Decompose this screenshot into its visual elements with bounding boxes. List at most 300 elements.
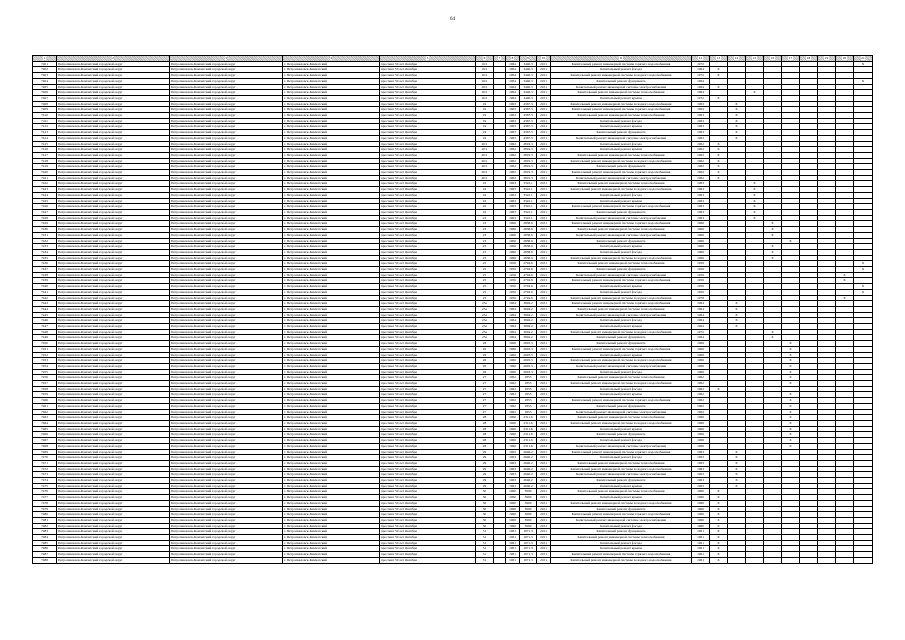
table-cell: 2101	[537, 301, 551, 307]
table-cell: 2794.6	[520, 267, 537, 273]
table-cell: проспект 50 лет Октября	[380, 386, 476, 392]
table-cell: 29	[476, 483, 494, 489]
table-cell: Петропавловск-Камчатский городской округ	[170, 466, 283, 472]
table-cell: проспект 50 лет Октября	[380, 147, 476, 153]
table-cell: проспект 50 лет Октября	[380, 118, 476, 124]
table-cell: проспект 50 лет Октября	[380, 107, 476, 113]
table-cell: Капитальный ремонт фундамента	[551, 78, 692, 84]
table-cell: 2101	[537, 272, 551, 278]
table-cell: 3694.2	[520, 318, 537, 324]
table-cell: Петропавловск-Камчатский городской округ	[170, 73, 283, 79]
table-cell: 4367.3	[520, 101, 537, 107]
table-cell: Петропавловск-Камчатский городской округ	[170, 540, 283, 546]
table-cell: Капитальный ремонт инженерной системы теплоснабжения	[551, 489, 692, 495]
table-cell: Петропавловск-Камчатский городской округ	[57, 403, 170, 409]
table-cell: г. Петропавловск-Камчатский	[283, 489, 380, 495]
table-cell: проспект 50 лет Октября	[380, 409, 476, 415]
table-cell: 1964	[506, 73, 520, 79]
table-cell: 22	[476, 198, 494, 204]
table-cell: проспект 50 лет Октября	[380, 346, 476, 352]
table-cell: Капитальный ремонт фундамента	[551, 432, 692, 438]
table-cell: 1966	[506, 432, 520, 438]
table-cell: 1962	[506, 409, 520, 415]
table-cell: Петропавловск-Камчатский городской округ	[57, 540, 170, 546]
table-cell: Петропавловск-Камчатский городской округ	[170, 341, 283, 347]
table-cell: 7477	[33, 495, 57, 501]
table-cell: Капитальный ремонт фундамента	[551, 335, 692, 341]
table-cell: г. Петропавловск-Камчатский	[283, 552, 380, 558]
table-cell: 1960	[692, 517, 710, 523]
table-cell: 2101	[537, 175, 551, 181]
table-cell: 1962	[692, 398, 710, 404]
table-cell: Петропавловск-Камчатский городской округ	[170, 392, 283, 398]
table-cell: г. Петропавловск-Камчатский	[283, 506, 380, 512]
table-cell: Петропавловск-Камчатский городской округ	[57, 472, 170, 478]
table-cell: X	[764, 255, 782, 261]
table-cell: 2101	[537, 552, 551, 558]
table-cell: 2101	[537, 249, 551, 255]
table-cell: X	[710, 67, 728, 73]
table-cell: X	[710, 386, 728, 392]
table-cell: проспект 50 лет Октября	[380, 227, 476, 233]
table-cell: 2101	[537, 289, 551, 295]
table-cell: X	[836, 272, 854, 278]
table-cell: X	[782, 421, 800, 427]
table-cell: 16/1	[476, 95, 494, 101]
table-cell: 7426	[33, 204, 57, 210]
table-cell: Петропавловск-Камчатский городской округ	[170, 523, 283, 529]
table-cell: 2101	[537, 130, 551, 136]
table-cell: г. Петропавловск-Камчатский	[283, 158, 380, 164]
table-cell: Петропавловск-Камчатский городской округ	[170, 130, 283, 136]
table-cell: X	[728, 135, 746, 141]
table-cell: 28	[476, 432, 494, 438]
table-cell: 23	[476, 238, 494, 244]
table-cell: 1971.3	[520, 529, 537, 535]
table-cell: X	[782, 438, 800, 444]
table-cell: Петропавловск-Камчатский городской округ	[57, 147, 170, 153]
table-cell: 1963	[692, 209, 710, 215]
table-cell: 1966	[506, 358, 520, 364]
table-cell: Петропавловск-Камчатский городской округ	[57, 552, 170, 558]
table-cell: 2101	[537, 392, 551, 398]
table-cell: 1963	[506, 478, 520, 484]
table-cell: 3446.3	[520, 61, 537, 67]
table-cell: Петропавловск-Камчатский городской округ	[57, 517, 170, 523]
table-cell: X	[710, 546, 728, 552]
table-cell: Петропавловск-Камчатский городской округ	[170, 346, 283, 352]
table-cell: X	[782, 363, 800, 369]
table-cell: 1961	[506, 540, 520, 546]
table-cell: 30	[476, 495, 494, 501]
table-cell: 7468	[33, 443, 57, 449]
table-cell: Капитальный ремонт инженерной системы электроснабжения	[551, 472, 692, 478]
table-cell: Петропавловск-Камчатский городской округ	[57, 546, 170, 552]
column-number: 8	[511, 56, 514, 60]
table-cell: г. Петропавловск-Камчатский	[283, 84, 380, 90]
table-cell: проспект 50 лет Октября	[380, 489, 476, 495]
table-cell: проспект 50 лет Октября	[380, 204, 476, 210]
table-cell: 1971.3	[520, 535, 537, 541]
table-cell: проспект 50 лет Октября	[380, 517, 476, 523]
table-cell: проспект 50 лет Октября	[380, 324, 476, 330]
table-cell: 1963	[506, 449, 520, 455]
table-cell: 26	[476, 358, 494, 364]
table-cell: Петропавловск-Камчатский городской округ	[170, 506, 283, 512]
table-cell: г. Петропавловск-Камчатский	[283, 215, 380, 221]
table-cell: проспект 50 лет Октября	[380, 284, 476, 290]
table-cell: проспект 50 лет Октября	[380, 170, 476, 176]
table-cell: Петропавловск-Камчатский городской округ	[57, 386, 170, 392]
table-cell: г. Петропавловск-Камчатский	[283, 352, 380, 358]
table-cell: 7439	[33, 278, 57, 284]
table-cell: 7431	[33, 232, 57, 238]
table-cell: Капитальный ремонт инженерной системы электроснабжения	[551, 312, 692, 318]
table-cell: 7436	[33, 261, 57, 267]
table-cell: Капитальный ремонт инженерной системы электроснабжения	[551, 84, 692, 90]
table-cell: г. Петропавловск-Камчатский	[283, 61, 380, 67]
table-cell: 7470	[33, 455, 57, 461]
table-cell: 27	[476, 381, 494, 387]
table-cell: проспект 50 лет Октября	[380, 403, 476, 409]
table-cell: 2819.3	[520, 147, 537, 153]
table-cell: проспект 50 лет Октября	[380, 552, 476, 558]
table-cell: 2646.2	[520, 460, 537, 466]
table-cell: 2101	[537, 67, 551, 73]
table-cell: 1962	[692, 409, 710, 415]
table-cell: Петропавловск-Камчатский городской округ	[57, 73, 170, 79]
table-cell: 1963	[692, 181, 710, 187]
table-cell: 1961	[506, 546, 520, 552]
table-cell: 27	[476, 403, 494, 409]
table-cell: Капитальный ремонт инженерной системы электроснабжения	[551, 232, 692, 238]
table-cell: Капитальный ремонт инженерной системы теплоснабжения	[551, 415, 692, 421]
table-cell: 1961	[692, 529, 710, 535]
table-cell: 3446.3	[520, 67, 537, 73]
table-cell: 1956	[692, 267, 710, 273]
table-cell: Петропавловск-Камчатский городской округ	[57, 84, 170, 90]
table-cell: 22	[476, 192, 494, 198]
table-cell: Петропавловск-Камчатский городской округ	[57, 249, 170, 255]
table-cell: г. Петропавловск-Камчатский	[283, 432, 380, 438]
table-cell: проспект 50 лет Октября	[380, 232, 476, 238]
table-cell: Петропавловск-Камчатский городской округ	[170, 557, 283, 563]
table-cell: г. Петропавловск-Камчатский	[283, 512, 380, 518]
table-cell: Петропавловск-Камчатский городской округ	[57, 529, 170, 535]
table-cell: Петропавловск-Камчатский городской округ	[170, 529, 283, 535]
table-cell: 1962	[506, 392, 520, 398]
table-cell: 1962	[692, 164, 710, 170]
table-cell: Капитальный ремонт фундамента	[551, 506, 692, 512]
table-cell: Петропавловск-Камчатский городской округ	[170, 209, 283, 215]
table-cell: X	[710, 535, 728, 541]
table-cell: проспект 50 лет Октября	[380, 369, 476, 375]
table-cell: 7414	[33, 135, 57, 141]
table-cell: 3322.1	[520, 187, 537, 193]
table-cell: 7445	[33, 312, 57, 318]
table-cell: 2101	[537, 386, 551, 392]
table-cell: 7429	[33, 221, 57, 227]
table-cell: г. Петропавловск-Камчатский	[283, 358, 380, 364]
table-cell: 1956	[692, 261, 710, 267]
table-cell: г. Петропавловск-Камчатский	[283, 73, 380, 79]
table-cell: Петропавловск-Камчатский городской округ	[170, 535, 283, 541]
table-cell: 1964	[692, 324, 710, 330]
table-cell: 1956	[506, 272, 520, 278]
table-cell: проспект 50 лет Октября	[380, 466, 476, 472]
table-cell: Капитальный ремонт крыши	[551, 352, 692, 358]
table-cell: 2101	[537, 284, 551, 290]
table-cell: г. Петропавловск-Камчатский	[283, 341, 380, 347]
table-cell: Петропавловск-Камчатский городской округ	[170, 512, 283, 518]
table-cell: г. Петропавловск-Камчатский	[283, 255, 380, 261]
table-cell: Капитальный ремонт инженерной системы электроснабжения	[551, 443, 692, 449]
table-cell: г. Петропавловск-Камчатский	[283, 181, 380, 187]
table-cell: 1956	[506, 289, 520, 295]
table-cell: 22	[476, 209, 494, 215]
table-cell: 1966	[692, 438, 710, 444]
table-cell: 1963	[692, 107, 710, 113]
table-cell: 25a	[476, 301, 494, 307]
table-cell: Капитальный ремонт инженерной системы холодного водоснабжения	[551, 295, 692, 301]
table-cell: 2101	[537, 221, 551, 227]
table-cell	[836, 557, 854, 563]
table-cell: проспект 50 лет Октября	[380, 158, 476, 164]
table-cell: 2794.6	[520, 295, 537, 301]
table-cell: 3990	[520, 495, 537, 501]
table-cell: 2101	[537, 489, 551, 495]
table-cell: 7415	[33, 141, 57, 147]
table-cell: 2101	[537, 209, 551, 215]
table-cell: 2101	[537, 495, 551, 501]
table-cell: 1963	[506, 215, 520, 221]
table-cell: проспект 50 лет Октября	[380, 318, 476, 324]
table-cell: 7457	[33, 381, 57, 387]
table-cell: проспект 50 лет Октября	[380, 352, 476, 358]
table-cell: 2794.6	[520, 278, 537, 284]
table-cell: 1966	[506, 249, 520, 255]
table-cell: 2101	[537, 398, 551, 404]
table-cell: 25	[476, 289, 494, 295]
table-cell: Петропавловск-Камчатский городской округ	[57, 181, 170, 187]
table-cell: 2101	[537, 449, 551, 455]
table-cell: Петропавловск-Камчатский городской округ	[57, 358, 170, 364]
table-cell: 1963	[692, 198, 710, 204]
table-cell: 1960	[506, 506, 520, 512]
table-cell: 2101	[537, 375, 551, 381]
table-cell: 1966	[692, 238, 710, 244]
table-cell: Капитальный ремонт крыши	[551, 95, 692, 101]
table-cell: Капитальный ремонт инженерной системы холодного водоснабжения	[551, 187, 692, 193]
table-cell: X	[710, 552, 728, 558]
table-cell: X	[728, 118, 746, 124]
table-cell: 2693.3	[520, 369, 537, 375]
table-cell: 7402	[33, 67, 57, 73]
table-cell: 7485	[33, 540, 57, 546]
table-cell: 7419	[33, 164, 57, 170]
table-cell: г. Петропавловск-Камчатский	[283, 517, 380, 523]
table-cell: 1966	[692, 346, 710, 352]
table-cell: 25	[476, 267, 494, 273]
table-cell: Петропавловск-Камчатский городской округ	[170, 221, 283, 227]
table-cell: 23	[476, 249, 494, 255]
table-cell: 2101	[537, 227, 551, 233]
table-cell: проспект 50 лет Октября	[380, 432, 476, 438]
table-cell: 7487	[33, 552, 57, 558]
table-cell: 1966	[506, 238, 520, 244]
table-cell: Петропавловск-Камчатский городской округ	[57, 101, 170, 107]
table-cell: 1962	[506, 175, 520, 181]
table-cell: 2101	[537, 158, 551, 164]
table-cell: 2819.3	[520, 164, 537, 170]
table-cell: 3990	[520, 523, 537, 529]
table-cell: Петропавловск-Камчатский городской округ	[170, 318, 283, 324]
table-cell: 1963	[506, 483, 520, 489]
table-cell: 30	[476, 517, 494, 523]
table-cell: 1962	[692, 403, 710, 409]
table-cell: проспект 50 лет Октября	[380, 135, 476, 141]
table-cell: X	[782, 398, 800, 404]
table-cell: 1964	[692, 84, 710, 90]
table-cell: 1961	[692, 535, 710, 541]
table-cell: Петропавловск-Камчатский городской округ	[57, 238, 170, 244]
table-cell: г. Петропавловск-Камчатский	[283, 557, 380, 563]
table-cell: 1966	[506, 346, 520, 352]
table-cell: 2101	[537, 438, 551, 444]
column-number: 7	[498, 56, 501, 60]
table-cell: Капитальный ремонт инженерной системы теплоснабжения	[551, 227, 692, 233]
table-cell: 16/1	[476, 61, 494, 67]
table-cell: 7417	[33, 152, 57, 158]
table-cell: 27	[476, 409, 494, 415]
table-cell: Петропавловск-Камчатский городской округ	[57, 158, 170, 164]
table-cell: Петропавловск-Камчатский городской округ	[57, 130, 170, 136]
table-cell: Петропавловск-Камчатский городской округ	[57, 455, 170, 461]
table-cell: Капитальный ремонт инженерной системы холодного водоснабжения	[551, 500, 692, 506]
table-cell: проспект 50 лет Октября	[380, 472, 476, 478]
table-cell: Петропавловск-Камчатский городской округ	[57, 204, 170, 210]
table-cell: 1962	[506, 381, 520, 387]
table-cell: Капитальный ремонт фасада	[551, 289, 692, 295]
table-cell: Капитальный ремонт инженерной системы холодного водоснабжения	[551, 466, 692, 472]
table-cell: 1960	[692, 523, 710, 529]
table-cell: Петропавловск-Камчатский городской округ	[57, 272, 170, 278]
table-cell: 3990	[520, 500, 537, 506]
table-cell: 1963	[692, 187, 710, 193]
table-cell: г. Петропавловск-Камчатский	[283, 141, 380, 147]
table-cell: 3694.2	[520, 324, 537, 330]
table-cell: 25a	[476, 306, 494, 312]
table-cell: 2101	[537, 95, 551, 101]
table-cell: Капитальный ремонт фундамента	[551, 130, 692, 136]
column-number: 18	[806, 56, 811, 60]
table-cell: проспект 50 лет Октября	[380, 375, 476, 381]
table-cell: г. Петропавловск-Камчатский	[283, 113, 380, 119]
table-cell: 2311.6	[520, 415, 537, 421]
table-cell: X	[746, 192, 764, 198]
table-cell: 7451	[33, 346, 57, 352]
table-cell: Капитальный ремонт крыши	[551, 147, 692, 153]
table-cell: 19	[476, 130, 494, 136]
table-cell: X	[782, 238, 800, 244]
table-cell: 2101	[537, 426, 551, 432]
table-cell: 2101	[537, 118, 551, 124]
table-cell: Капитальный ремонт инженерной системы электроснабжения	[551, 135, 692, 141]
table-cell: 2101	[537, 192, 551, 198]
table-cell: г. Петропавловск-Камчатский	[283, 483, 380, 489]
table-cell: 1964	[692, 78, 710, 84]
table-cell: 1961	[692, 546, 710, 552]
table-cell: 3446.3	[520, 78, 537, 84]
table-cell: 29	[476, 449, 494, 455]
table-cell: Петропавловск-Камчатский городской округ	[57, 506, 170, 512]
table-cell: 20/1	[476, 170, 494, 176]
column-number: 10	[541, 56, 546, 60]
table-cell: проспект 50 лет Октября	[380, 512, 476, 518]
table-cell: 2838.9	[520, 249, 537, 255]
table-cell: 2101	[537, 443, 551, 449]
table-cell: Капитальный ремонт инженерной системы холодного водоснабжения	[551, 73, 692, 79]
table-cell: X	[710, 557, 728, 563]
table-cell: 28	[476, 415, 494, 421]
table-cell: 2101	[537, 512, 551, 518]
column-number: 1	[43, 56, 46, 60]
table-cell: г. Петропавловск-Камчатский	[283, 209, 380, 215]
table-cell: Петропавловск-Камчатский городской округ	[57, 460, 170, 466]
table-cell: 3322.1	[520, 192, 537, 198]
table-cell: проспект 50 лет Октября	[380, 398, 476, 404]
table-cell: Петропавловск-Камчатский городской округ	[170, 443, 283, 449]
table-cell: X	[710, 517, 728, 523]
table-cell: 1963	[692, 466, 710, 472]
table-cell: 16/1	[476, 73, 494, 79]
table-cell: 7458	[33, 386, 57, 392]
table-cell: г. Петропавловск-Камчатский	[283, 472, 380, 478]
table-cell: проспект 50 лет Октября	[380, 306, 476, 312]
table-cell: X	[764, 227, 782, 233]
table-cell: 1962	[692, 141, 710, 147]
table-cell: Петропавловск-Камчатский городской округ	[57, 164, 170, 170]
table-cell: 23	[476, 227, 494, 233]
table-cell: проспект 50 лет Октября	[380, 78, 476, 84]
table-cell: Петропавловск-Камчатский городской округ	[170, 101, 283, 107]
table-cell: 2819.3	[520, 152, 537, 158]
table-cell: 2101	[537, 267, 551, 273]
table-cell: 1963	[506, 187, 520, 193]
table-cell: 3446.3	[520, 90, 537, 96]
table-cell: проспект 50 лет Октября	[380, 101, 476, 107]
table-cell: 2693.3	[520, 363, 537, 369]
table-cell: проспект 50 лет Октября	[380, 67, 476, 73]
table-cell: X	[746, 209, 764, 215]
table-cell: 2101	[537, 403, 551, 409]
table-cell: 28	[476, 421, 494, 427]
table-cell: Петропавловск-Камчатский городской округ	[170, 421, 283, 427]
table-cell: Петропавловск-Камчатский городской округ	[57, 466, 170, 472]
table-cell: г. Петропавловск-Камчатский	[283, 329, 380, 335]
capital-repair-register-table	[32, 55, 873, 564]
table-cell: X	[764, 221, 782, 227]
table-cell: X	[710, 141, 728, 147]
table-cell: 7482	[33, 523, 57, 529]
table-cell: проспект 50 лет Октября	[380, 312, 476, 318]
table-cell: 1962	[506, 147, 520, 153]
table-cell: 7428	[33, 215, 57, 221]
table-cell: 1971.3	[520, 557, 537, 563]
table-cell: Капитальный ремонт инженерной системы теплоснабжения	[551, 261, 692, 267]
table-cell: г. Петропавловск-Камчатский	[283, 221, 380, 227]
table-cell: Петропавловск-Камчатский городской округ	[170, 215, 283, 221]
